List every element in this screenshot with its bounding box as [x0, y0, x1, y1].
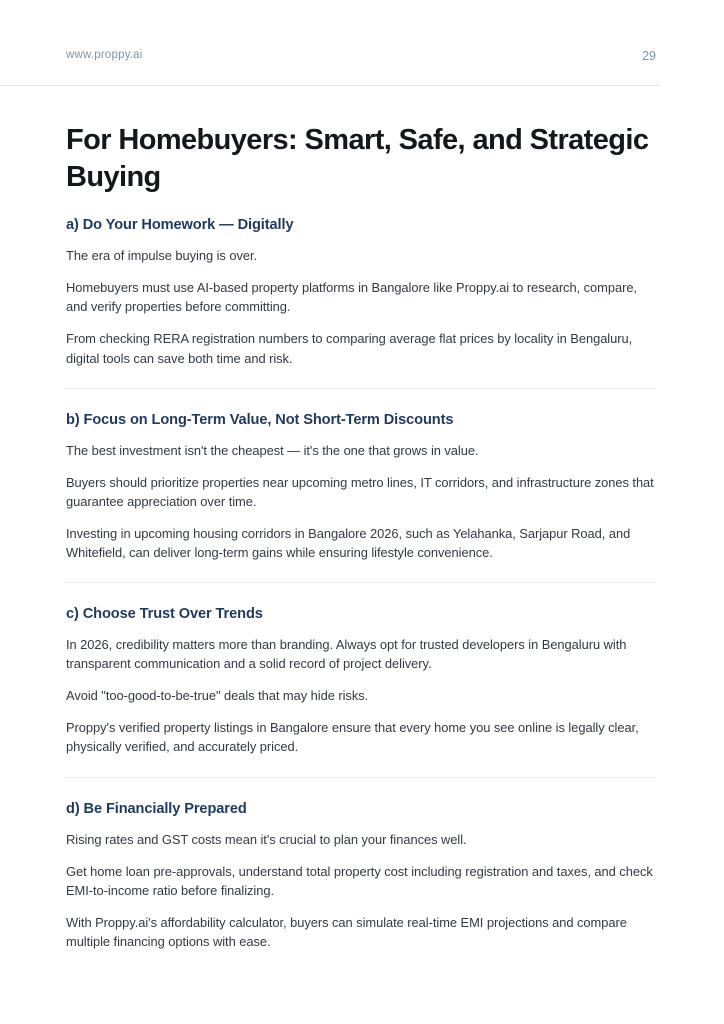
section-c-paragraph: In 2026, credibility matters more than branding. Always opt for trusted developers in Bengaluru with transparent communication and a solid record of project delivery. [66, 637, 627, 672]
section-d [66, 800, 656, 951]
section-a-heading: a) Do Your Homework — Digitally [66, 217, 294, 234]
section-d-heading: d) Be Financially Prepared [66, 800, 247, 817]
page-header [0, 50, 660, 86]
page-number: 29 [642, 49, 656, 63]
section-b-paragraph: Buyers should prioritize properties near upcoming metro lines, IT corridors, and infrastructure zones that guarantee appreciation over time. [66, 474, 654, 509]
section-d-paragraph: Get home loan pre-approvals, understand total property cost including registration and taxes, and check EMI-to-income ratio before finalizing. [66, 863, 653, 898]
section-b-paragraph: The best investment isn't the cheapest — it's the one that grows in value. [66, 442, 479, 458]
section-a-paragraph: The era of impulse buying is over. [66, 248, 258, 264]
section-c-paragraph: Proppy's verified property listings in Bangalore ensure that every home you see online is legally clear, physically verified, and accurately priced. [66, 720, 639, 755]
section-b [66, 411, 656, 562]
document-content [66, 122, 656, 951]
section-c-heading: c) Choose Trust Over Trends [66, 606, 263, 623]
section-a [66, 216, 656, 367]
section-divider [66, 388, 656, 389]
page-title: For Homebuyers: Smart, Safe, and Strategic Buying [66, 124, 649, 194]
section-b-heading: b) Focus on Long-Term Value, Not Short-Term Discounts [66, 411, 454, 428]
section-divider [66, 582, 656, 583]
header-site-url[interactable]: www.proppy.ai [66, 49, 143, 61]
section-c-paragraph: Avoid "too-good-to-be-true" deals that may hide risks. [66, 688, 369, 704]
section-c [66, 605, 656, 756]
section-a-paragraph: From checking RERA registration numbers to comparing average flat prices by locality in Bengaluru, digital tools can save both time and risk. [66, 331, 633, 366]
section-b-paragraph: Investing in upcoming housing corridors in Bangalore 2026, such as Yelahanka, Sarjapur Road, and Whitefield, can deliver long-term gains while ensuring lifestyle convenience. [66, 525, 631, 560]
section-a-paragraph: Homebuyers must use AI-based property platforms in Bangalore like Proppy.ai to research, compare, and verify properties before committing. [66, 280, 637, 315]
section-d-paragraph: With Proppy.ai's affordability calculator, buyers can simulate real-time EMI projections and compare multiple financing options with ease. [66, 914, 627, 949]
section-d-paragraph: Rising rates and GST costs mean it's crucial to plan your finances well. [66, 831, 467, 847]
section-divider [66, 777, 656, 778]
